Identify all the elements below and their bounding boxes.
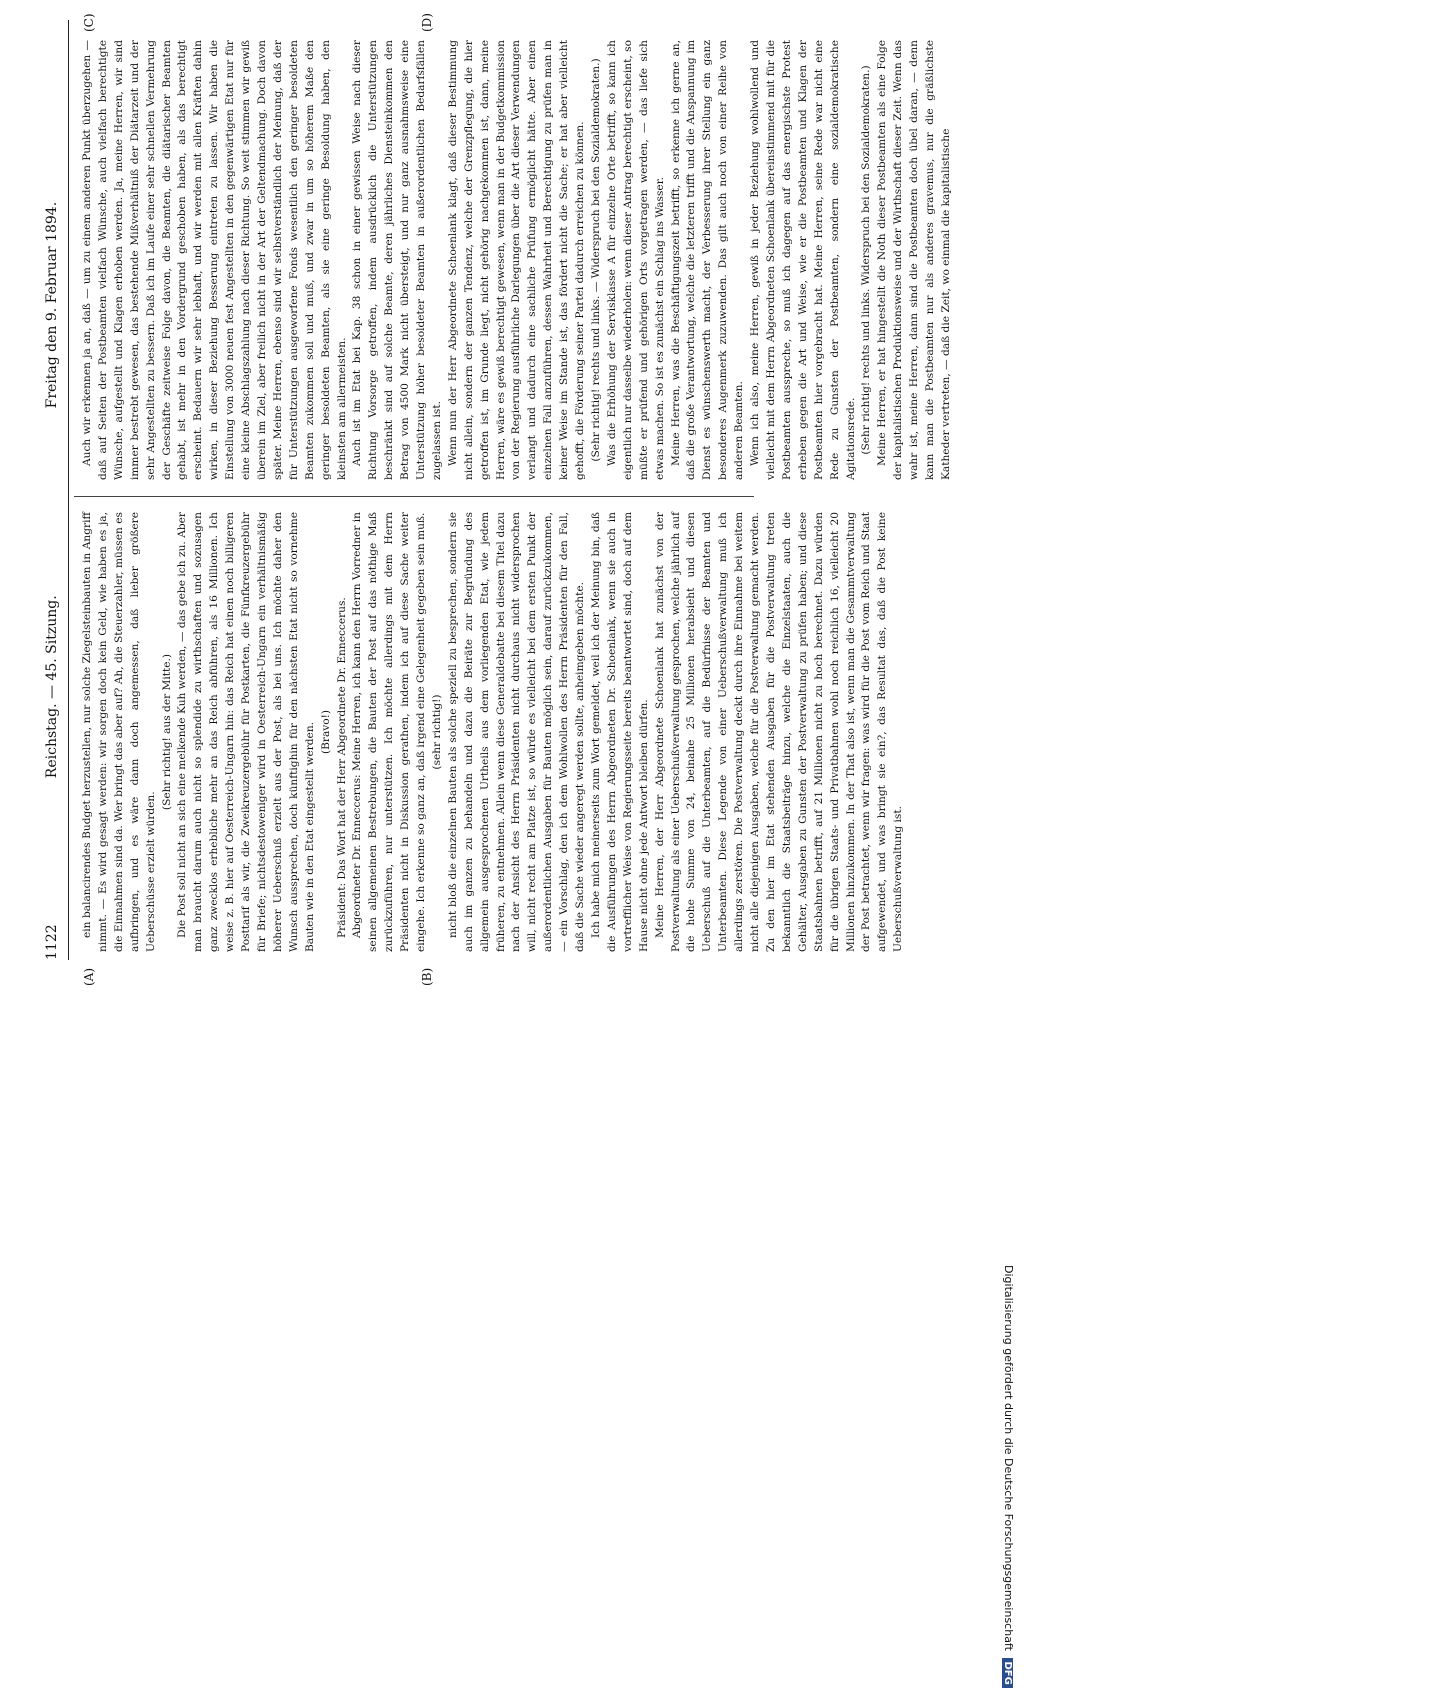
interjection: (Sehr richtig! rechts und links. — Widerspruch bei den Sozialdemokraten.) [590, 58, 602, 462]
left-column [80, 512, 907, 952]
paragraph: Meine Herren, er hat hingestellt die Noth dieser Postbeamten als eine Folge der kapitalistischen Produktionsweise und der Wirthschaft dieser Zeit. Wenn das wahr ist, meine Herren, dann sind die Postbeamten doch übel daran, — denn kann man die Postbeamten nur als anderes gravemus, nur die gräßlichste Katheder vertreten, — daß die Zeit, wo einmal die kapitalistische [876, 40, 952, 480]
header-rule [68, 20, 69, 960]
paragraph: Meine Herren, der Herr Abgeordnete Schoenlank hat zunächst von der Postverwaltung als einer Ueberschußverwaltung gesprochen, welche jährlich auf die hohe Summe von 24, beinahe 25 Millionen herabsieht und diesen Ueberschuß auf die Unterbeamten, auf die Bedürfnisse der Beamten und Unterbeamten. Diese Legende von einer Ueberschußverwaltung muß ich allerdings zerstören. Die Postverwaltung deckt durch ihre Einnahme bei weitem nicht alle diejenigen Ausgaben, welche für die Postverwaltung gemacht werden. Zu den hier im Etat stehenden Ausgaben für die Postverwaltung treten bekanntlich die Staatsbeiträge hinzu, welche die Einzelstaaten, auch die Gehälter, Ausgaben zu Gunsten der Postverwaltung zu prüfen haben; und diese Staatsbahnen betrifft, auf 21 Millionen nicht zu hoch berechnet. Dazu würden für die übrigen Staats- und Privatbahnen wohl noch reichlich 16, vielleicht 20 Millionen hinzukommen. In der That also ist, wenn man die Gesammtverwaltung der Post betrachtet, wenn wir fragen: was wird für die Post vom Reich und Staat aufgewendet, und was bringt sie ein?, das Resultat das, daß die Post keine Ueberschußverwaltung ist. [653, 512, 905, 952]
dfg-badge: DFG [1002, 1658, 1013, 1687]
margin-marker-d: (D) [420, 13, 434, 32]
page-number: 1122 [44, 924, 60, 960]
paragraph: Abgeordneter Dr. Enneccerus: Meine Herren, ich kann den Herrn Vorredner in seinen allgemeinen Bestrebungen, die Bauten der Post auf das nöthige Maß zurückzuführen, nur unterstützen. Ich möchte allerdings mit dem Herrn Präsidenten nicht in Diskussion gerathen, indem ich auf diese Sache weiter eingehe. Ich erkenne so ganz an, daß irgend eine Gelegenheit gegeben sein muß. [351, 512, 428, 952]
page-header [40, 20, 68, 960]
paragraph: Wenn nun der Herr Abgeordnete Schoenlank klagt, daß dieser Bestimmung nicht allein, sondern der ganzen Tendenz, welche der Grenzpflegung, die hier getroffen ist, im Grunde liegt, nicht gehörig nachgekommen ist, dann, meine Herren, wäre es gewiß berechtigt gewesen, wenn man in der Budgetkommission von der Regierung ausführliche Darlegungen über die Art dieser Verwendungen verlangt und dadurch eine sachliche Prüfung ermöglicht hätte. Aber einen einzelnen Fall anzuführen, dessen Wahrheit und Berechtigung zu prüfen man in keiner Weise im Stande ist, das fördert nicht die Sache; er hat aber vielleicht gehofft, die Förderung seiner Partei dadurch erreichen zu können. [446, 40, 587, 480]
digitization-credit [1002, 1265, 1015, 1688]
paragraph: Meine Herren, was die Beschäftigungszeit betrifft, so erkenne ich gerne an, daß die große Verantwortung, welche die letzteren trifft und die Anspannung im Dienst es wünschenswerth macht, der Verbesserung ihrer Stellung ein ganz besonderes Augenmerk zuzuwenden. Das gilt auch noch von einer Reihe von anderen Beamten. [669, 40, 746, 480]
paragraph: Auch wir erkennen ja an, daß — um zu einem anderen Punkt überzugehen — daß auf Seiten der Postbeamten vielfach Wünsche, auch vielfach berechtigte Wünsche, aufgestellt und Klagen erhoben werden. Ja, meine Herren, wir sind immer bestrebt gewesen, das bestehende Mißverhältniß der Diätarzeit und der sehr Angestellten zu bessern. Daß ich im Laufe einer sehr schnellen Vermehrung der Geschäfte zeitweise Folge davon, die Beamten, die diätarischer Beamten gehabt, ist mehr in den Vordergrund geschoben haben, als das berechtigt erscheint. Bedauern wir sehr lebhaft, und wir werden mit allen Kräften dahin wirken, in dieser Beziehung Besserung eintreten zu lassen. Wir haben die Einstellung von 3000 neuen fest Angestellten in den gegenwärtigen Etat nur für eine kleine Abschlagszahlung nach dieser Richtung. So weit stimmen wir gewiß überein im Ziel, aber freilich nicht in der Art der Geltendmachung. Doch davon später. Meine Herren, ebenso sind wir selbstverständlich der Meinung, daß der für Unterstützungen ausgeworfene Fonds wesentlich den geringer besoldeten Beamten zukommen soll und muß, und zwar in um so höherem Maße den geringer besoldeten Beamten, als sie eine geringe Besoldung haben, den kleinsten am allermeisten. [81, 40, 348, 480]
session-title-left: Reichstag. — 45. Sitzung. [44, 595, 60, 779]
paragraph: Was die Erhöhung der Servisklasse A für einzelne Orte betrifft, so kann ich eigentlich nur dasselbe wiederholen: wenn dieser Antrag berechtigt erscheint, so müßte er prüfend und gehörigen Orts vorgetragen werden, — das liefe sich etwas machen. So ist es zunächst ein Schlag ins Wasser. [605, 40, 666, 480]
paragraph: Wenn ich also, meine Herren, gewiß in jeder Beziehung wohlwollend und vielleicht mit dem Herrn Abgeordneten Schoenlank übereinstimmend mit für die Postbeamten ausspreche, so muß ich dagegen auf das energischste Protest erheben gegen die Art und Weise, wie er die Postbeamten und Klagen der Postbeamten hier vorgebracht hat. Meine Herren, seine Rede war nicht eine Rede zu Gunsten der Postbeamten, sondern eine sozialdemokratische Agitationsrede. [749, 40, 857, 480]
right-column [80, 40, 955, 480]
interjection: (Sehr richtig! rechts und links. Widerspruch bei den Sozialdemokraten.) [860, 65, 873, 455]
interjection: (sehr richtig!) [430, 694, 443, 770]
paragraph: Die Post soll nicht an sich eine melkende Kuh werden, — das gebe ich zu. Aber man braucht darum auch nicht so splendide zu wirthschaften und sozusagen ganz zwecklos erhebliche mehr an das Reich abführen, als 16 Millionen. Ich weise z. B. hier auf Oesterreich-Ungarn hin: das Reich hat einen noch billigeren Posttarif als wir, die Zweikreuzergebühr für Postkarten, die Fünfkreuzergebühr für Briefe; nichtsdestoweniger wird in Oesterreich-Ungarn ein verhältnismäßig höherer Ueberschuß erzielt aus der Post, als bei uns. Ich möchte daher den Wunsch aussprechen, doch künftighin für den nächsten Etat nicht so vornehme Bauten wie in den Etat eingestellt werden. [176, 512, 316, 952]
paragraph: Ich habe mich meinerseits zum Wort gemeldet, weil ich der Meinung bin, daß die Ausführungen des Herrn Abgeordneten Dr. Schoenlank, wenn sie auch in vortrefflicher Weise von Regierungsseite bereits beantwortet sind, doch auf dem Hause nicht ohne jede Antwort bleiben dürfen. [590, 512, 650, 952]
paragraph: nicht bloß die einzelnen Bauten als solche speziell zu besprechen, sondern sie auch im ganzen zu behandeln und dazu die Beiräte zur Begründung des allgemein ausgesprochenen Urtheils aus dem vorliegenden Etat, wie jedem früheren, zu entnehmen. Allein wenn diese Generaldebatte bei diesem Titel dazu nach der Ansicht des Herrn Präsidenten nicht durchaus nicht widersprochen will, nicht recht am Platze ist, so würde es vielleicht bei dem ersten Punkt der außerordentlichen Ausgaben für Bauten möglich sein, darauf zurückzukommen, — ein Vorschlag, den ich dem Wohlwollen des Herrn Präsidenten für den Fall, daß die Sache wieder angeregt werden sollte, anheimgeben möchte. [446, 512, 587, 952]
margin-marker-a: (A) [82, 967, 96, 986]
column-divider [74, 496, 754, 497]
digitization-note: Digitalisierung gefördert durch die Deutsche Forschungsgemeinschaft [1002, 1265, 1015, 1651]
margin-marker-b: (B) [420, 967, 434, 986]
interjection: (Bravo!) [319, 709, 332, 755]
session-date: Freitag den 9. Februar 1894. [44, 201, 60, 409]
paragraph: Auch ist im Etat bei Kap. 38 schon in einer gewissen Weise nach dieser Richtung Vorsorge getroffen, indem ausdrücklich die Unterstützungen beschränkt sind auf solche Beamte, deren jährliches Diensteinkommen den Betrag von 4500 Mark nicht übersteigt, und nur ganz ausnahmsweise eine Unterstützung höher besoldeter Beamten in außerordentlichen Bedarfsfällen zugelassen ist. [351, 40, 443, 480]
session-title [44, 20, 60, 960]
paragraph: ein balancirendes Budget herzustellen, nur solche Ziegelsteinbauten in Angriff nimmt. — Es wird gesagt werden: wir sorgen doch kein Geld, wie haben es ja, die Einnahmen sind da. Wer bringt das aber auf? Ah, die Steuerzahler, müssen es aufbringen, und es wäre dann doch angemessen, daß lieber größere Ueberschüsse erzielt würden. [81, 512, 157, 952]
interjection: (Sehr richtig! aus der Mitte.) [160, 653, 173, 811]
paragraph: Präsident: Das Wort hat der Herr Abgeordnete Dr. Enneccerus. [335, 597, 348, 938]
margin-marker-c: (C) [82, 13, 96, 32]
